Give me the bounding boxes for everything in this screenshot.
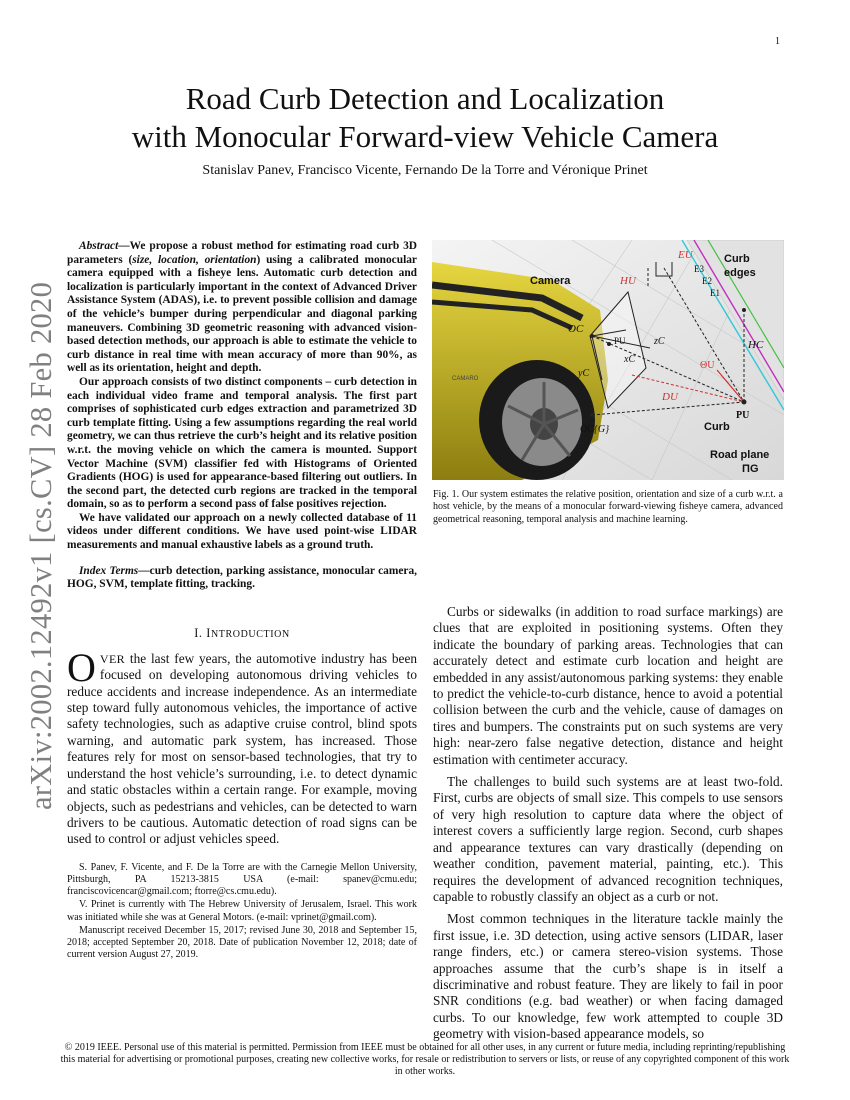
label-e3: E3 [694,264,704,274]
index-terms-text: —curb detection, parking assistance, monocular camera, HOG, SVM, template fitting, tracking. [67,564,417,591]
footnote-2: V. Prinet is currently with The Hebrew University of Jerusalem, Israel. This work was initiated while she was at General Motors. (e-mail: vprinet@gmail.com). [67,899,417,923]
figure-illustration [432,240,784,480]
label-yc: yC [578,368,590,379]
label-xc: xC [624,354,636,365]
title-line-2: with Monocular Forward-view Vehicle Camera [131,119,719,154]
intro-text: the last few years, the automotive industry has been focused on developing autonomous driving vehicles to reduce accidents and increase independence. As an intermediate step toward fully autonomous vehicles, the importance of active safety technologies, such as adaptive cruise control, blind spots warning, and automatic park system, has increased. Those features rely for most on sensor-based technologies, that try to understand the host vehicle’s surrounding, i.e. to detect dynamic and static obstacles within a certain range. For example, moving objects, such as pedestrians and vehicles, can be detected to warn drivers to be cautious. Automatic detection of road signs can be used to control or adjust vehicles speed. [67,650,417,847]
intro-body [67,644,417,848]
label-oc: OC [568,323,584,335]
right-paragraph-2: The challenges to build such systems are at least two-fold. First, curbs are objects of small size. This compels to use sensors of very high resolution to capture data where the object of interest covers a sufficiently large region. Second, curb shapes and appearance textures can vary drastically (depending on weather condition, pavement material, painting, etc.). This requires the development of advanced recognition techniques, capable to robustly classify an object as a curb or not. [433,774,783,904]
label-pu-image: PU [614,336,626,346]
copyright-notice: © 2019 IEEE. Personal use of this material is permitted. Permission from IEEE must be obtained for all other uses, in any current or future media, including reprinting/republishing this material for advertising or promotional purposes, creating new collective works, for resale or redistribution to servers or lists, or reuse of any copyrighted component of this work in other works. [60,1042,790,1077]
label-curb-edges-1: Curb [724,253,750,265]
footnote-1: S. Panev, F. Vicente, and F. De la Torre are with the Carnegie Mellon University, Pittsburgh, PA 15213-3815 USA (e-mail: spanev@cmu.edu; franciscovicencar@gmail.com; ftorre@cs.cmu.edu). [67,861,417,898]
label-curb-edges-2: edges [724,267,756,279]
abstract-p1-a: —We propose a robust method for estimating road curb 3D parameters ( [67,240,417,266]
label-hu: HU [620,275,636,287]
right-paragraph-1: Curbs or sidewalks (in addition to road surface markings) are clues that are exploited in positioning systems. Often they indicate the boundary of parking areas. Technologies that can accurately detect and estimate curb location and height are embedded in any assist/autonomous parking systems: they enable to predict the vehicle-to-curb distance, hence to avoid a potential collision between the curb and the vehicle, cause of damages on tires and bumpers. The constraints put on such systems are very high: near-zero false negative detection, distance and height estimation with centimeter accuracy. [433,604,783,767]
index-terms [67,565,417,592]
figure-1 [432,240,784,480]
intro-paragraph-1 [67,644,417,848]
arxiv-stamp [18,281,58,810]
section-first-letter: I [206,625,211,640]
footnotes [67,862,417,962]
label-e1: E1 [710,288,720,298]
label-curb: Curb [704,421,730,433]
label-camera: Camera [530,275,571,287]
abstract-paragraph-3: We have validated our approach on a newly collected database of 11 videos under different conditions. We have used point-wise LIDAR measurements and manual exhaustive labels as a ground truth. [67,511,417,552]
label-eu: EU [678,249,693,261]
label-pu-world: PU [736,410,750,421]
page-number: 1 [775,36,780,47]
index-terms-label: Index Terms [79,564,139,577]
drop-cap: O [67,644,96,690]
abstract-paragraph-2: Our approach consists of two distinct components – curb detection in each individual video frame and temporal analysis. The first part comprises of sophisticated curb edges extraction and parametrized 3D curb template fitting. Using a few assumptions regarding the real world geometry, we can thus retrieve the curb’s height and its relative position w.r.t. the moving vehicle on which the camera is mounted. Support Vector Machine (SVM) classifier fed with Histograms of Oriented Gradients (HOG) is used for appearance-based filtering out outliers. In the second part, the detected curb regions are tracked in the temporal domain, so as to perform a second pass of false positives rejection. [67,375,417,511]
label-zc: zC [654,336,665,347]
car-badge: CAMARO [452,376,479,382]
intro-lead: VER [99,651,126,666]
figure-caption: Fig. 1. Our system estimates the relative position, orientation and size of a curb w.r.t. a host vehicle, by the means of a monocular forward-viewing fisheye camera, advanced geometrical reasoning, temporal analysis and machine learning. [433,489,783,525]
label-oc-g: OC{G} [580,424,610,435]
label-road-plane: Road plane [710,449,770,461]
label-theta-u: ΘU [700,360,715,371]
section-rest: NTRODUCTION [210,628,290,640]
paper-title [0,80,850,156]
right-column [433,604,783,1049]
abstract-label: Abstract [79,240,119,252]
left-column [67,240,417,962]
author-list: Stanislav Panev, Francisco Vicente, Fernando De la Torre and Véronique Prinet [202,163,648,178]
footnote-3: Manuscript received December 15, 2017; revised June 30, 2018 and September 15, 2018; accepted September 20, 2018. Date of publication November 12, 2018; date of current version August 27, 2019. [67,924,417,961]
label-e2: E2 [702,276,712,286]
label-du: DU [662,391,678,403]
title-line-1: Road Curb Detection and Localization [185,81,665,116]
right-paragraph-3: Most common techniques in the literature tackle mainly the first issue, i.e. 3D detection, using active sensors (LIDAR, laser range finders, etc.) or camera stereo-vision systems. Those approaches assume that the curb’s shape is in itself a discriminative and robust feature. They are likely to fail in poor SNR conditions (e.g. bad weather) or when facing damaged curbs. To our knowledge, few work attempted to couple 3D geometry with vision-based appearance models, so [433,911,783,1042]
label-pi-g: ΠG [742,463,759,475]
abstract [67,240,417,553]
section-heading-introduction [67,626,417,641]
arxiv-stamp-text: arXiv:2002.12492v1 [cs.CV] 28 Feb 2020 [24,281,58,810]
label-hc: HC [748,339,764,351]
section-numeral: I. [194,625,207,640]
abstract-p1-b: ) using a calibrated monocular camera equipped with a fisheye lens. Automatic curb detection and localization is particularly important in the context of Advanced Driver Assistance System (ADAS), i.e. to prevent possible collision and damage of the vehicle’s bumper during perpendicular and diagonal parking maneuvers. Combining 3D geometric reasoning with advanced vision-based detection methods, our approach is able to estimate the vehicle to curb distance in real time with mean accuracy of more than 90%, as well as its orientation, height and depth. [67,253,417,375]
abstract-params: size, location, orientation [132,253,257,266]
